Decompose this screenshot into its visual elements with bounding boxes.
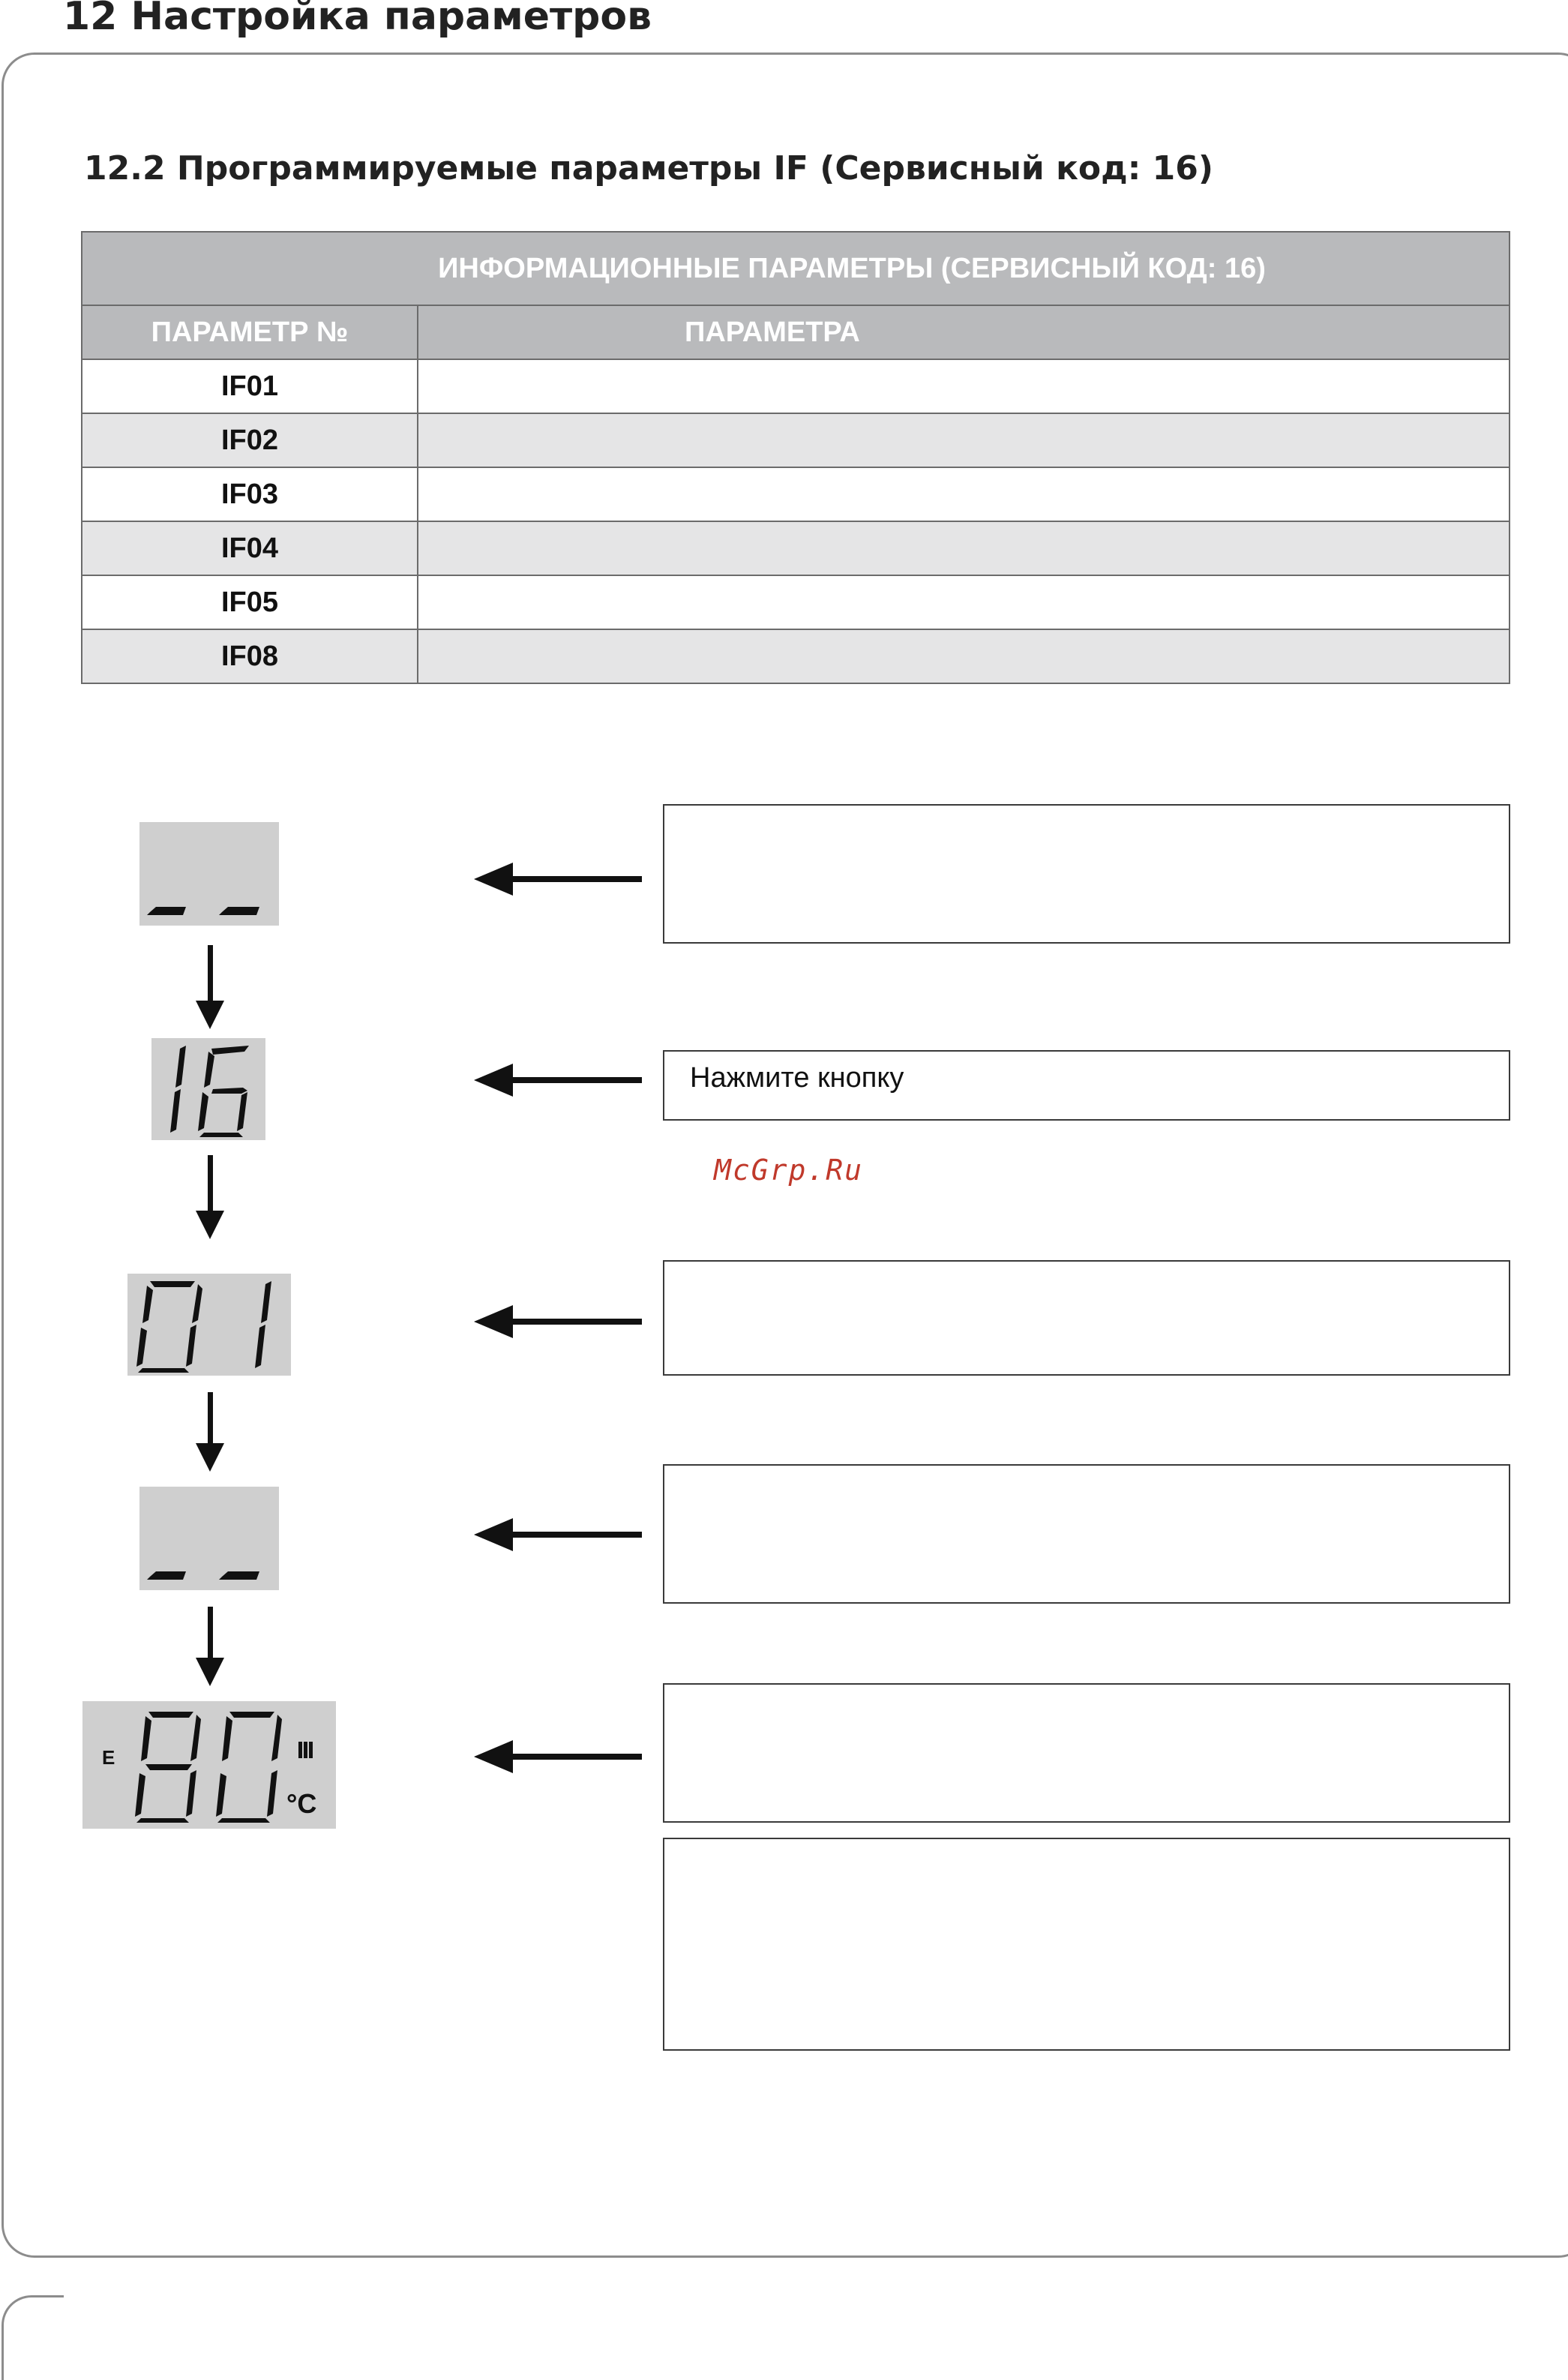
left-arrow-icon bbox=[474, 1064, 642, 1097]
down-arrow-icon bbox=[204, 945, 216, 1029]
lcd-display-dashes bbox=[139, 1487, 279, 1590]
param-desc bbox=[418, 359, 1510, 413]
left-arrow-icon bbox=[474, 1305, 642, 1338]
lcd-display-01 bbox=[127, 1274, 291, 1376]
page-frame-bottom bbox=[1, 2295, 64, 2380]
lcd-16-graphic bbox=[151, 1038, 265, 1140]
lcd-display-80 bbox=[82, 1701, 336, 1829]
lcd-unit-label: °C bbox=[286, 1788, 317, 1819]
callout-box bbox=[663, 1464, 1510, 1604]
param-desc bbox=[418, 575, 1510, 629]
chapter-title: 12 Настройка параметров bbox=[63, 0, 652, 39]
lcd-dashes-graphic bbox=[139, 1487, 279, 1590]
callout-box bbox=[663, 804, 1510, 944]
column-header-desc: ПАРАМЕТРА bbox=[418, 305, 1510, 359]
table-row bbox=[82, 629, 1510, 683]
param-code: IF01 bbox=[82, 359, 418, 413]
param-code: IF03 bbox=[82, 467, 418, 521]
param-code: IF05 bbox=[82, 575, 418, 629]
table-row bbox=[82, 575, 1510, 629]
lcd-01-graphic bbox=[127, 1274, 291, 1376]
lcd-display-dashes bbox=[139, 822, 279, 926]
callout-box bbox=[663, 1683, 1510, 1823]
table-title: ИНФОРМАЦИОННЫЕ ПАРАМЕТРЫ (СЕРВИСНЫЙ КОД: 16) bbox=[82, 232, 1510, 305]
param-desc bbox=[418, 629, 1510, 683]
lcd-display-16 bbox=[151, 1038, 265, 1140]
param-code: IF02 bbox=[82, 413, 418, 467]
table-row bbox=[82, 413, 1510, 467]
lcd-dashes-graphic bbox=[139, 822, 279, 926]
watermark: McGrp.Ru bbox=[714, 1154, 864, 1187]
table-row bbox=[82, 359, 1510, 413]
table-row bbox=[82, 467, 1510, 521]
left-arrow-icon bbox=[474, 1518, 642, 1551]
param-desc bbox=[418, 467, 1510, 521]
table-title-row bbox=[82, 232, 1510, 305]
down-arrow-icon bbox=[204, 1155, 216, 1239]
param-desc bbox=[418, 413, 1510, 467]
param-desc bbox=[418, 521, 1510, 575]
section-title: 12.2 Программируемые параметры IF (Сервисный код: 16) bbox=[84, 149, 1213, 188]
callout-text: Нажмите кнопку bbox=[690, 1062, 904, 1094]
column-header-param: ПАРАМЕТР № bbox=[82, 305, 418, 359]
callout-box bbox=[663, 1260, 1510, 1376]
left-arrow-icon bbox=[474, 863, 642, 896]
lcd-e-label: E bbox=[102, 1746, 115, 1769]
parameter-table bbox=[81, 231, 1510, 684]
left-arrow-icon bbox=[474, 1740, 642, 1773]
table-header-row bbox=[82, 305, 1510, 359]
callout-box bbox=[663, 1050, 1510, 1121]
table-row bbox=[82, 521, 1510, 575]
param-code: IF04 bbox=[82, 521, 418, 575]
callout-box bbox=[663, 1838, 1510, 2051]
down-arrow-icon bbox=[204, 1392, 216, 1472]
down-arrow-icon bbox=[204, 1607, 216, 1686]
param-code: IF08 bbox=[82, 629, 418, 683]
